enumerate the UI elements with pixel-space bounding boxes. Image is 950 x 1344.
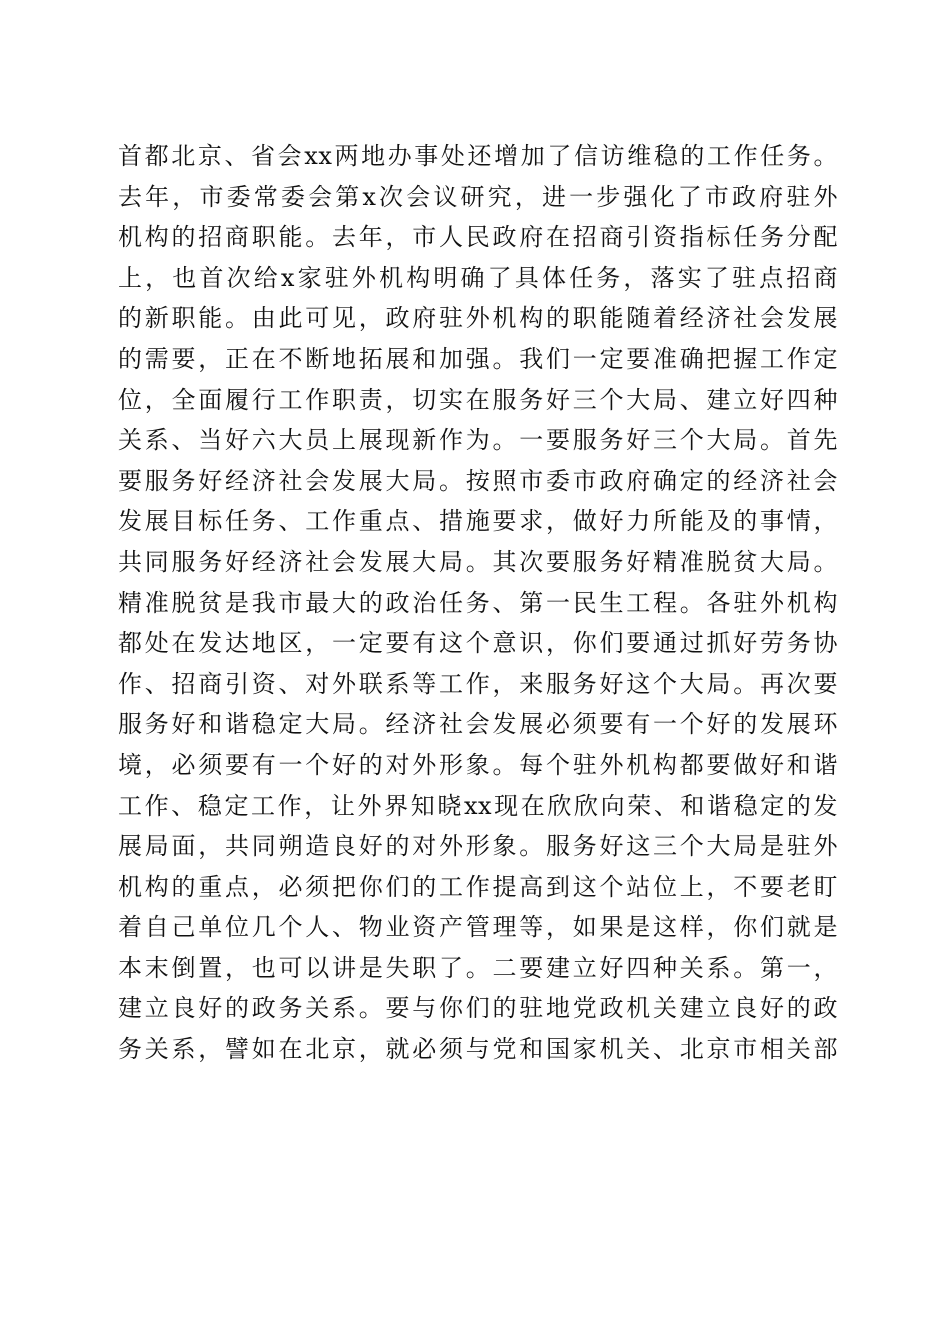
text-line: 作、招商引资、对外联系等工作，来服务好这个大局。再次要 — [118, 669, 838, 698]
text-line: 首都北京、省会xx两地办事处还增加了信访维稳的工作任务。 — [118, 142, 838, 170]
text-line: 要服务好经济社会发展大局。按照市委市政府确定的经济社会 — [118, 466, 838, 495]
text-line: 机构的重点，必须把你们的工作提高到这个站位上，不要老盯 — [118, 872, 838, 901]
text-line: 的新职能。由此可见，政府驻外机构的职能随着经济社会发展 — [118, 304, 838, 333]
text-line: 本末倒置，也可以讲是失职了。二要建立好四种关系。第一， — [118, 953, 838, 982]
text-line: 精准脱贫是我市最大的政治任务、第一民生工程。各驻外机构 — [118, 588, 838, 617]
text-line: 机构的招商职能。去年，市人民政府在招商引资指标任务分配 — [118, 223, 838, 252]
text-line: 去年，市委常委会第x次会议研究，进一步强化了市政府驻外 — [118, 182, 838, 211]
text-line: 建立良好的政务关系。要与你们的驻地党政机关建立良好的政 — [118, 994, 838, 1023]
text-line: 的需要，正在不断地拓展和加强。我们一定要准确把握工作定 — [118, 344, 838, 373]
text-line: 都处在发达地区，一定要有这个意识，你们要通过抓好劳务协 — [118, 629, 838, 658]
text-line: 关系、当好六大员上展现新作为。一要服务好三个大局。首先 — [118, 426, 838, 455]
text-line: 境，必须要有一个好的对外形象。每个驻外机构都要做好和谐 — [118, 750, 838, 779]
text-line: 务关系，譬如在北京，就必须与党和国家机关、北京市相关部 — [118, 1035, 838, 1064]
text-line: 展局面，共同朔造良好的对外形象。服务好这三个大局是驻外 — [118, 832, 838, 861]
text-line: 上，也首次给x家驻外机构明确了具体任务，落实了驻点招商 — [118, 263, 838, 292]
text-line: 着自己单位几个人、物业资产管理等，如果是这样，你们就是 — [118, 913, 838, 942]
body-text — [118, 136, 838, 1070]
text-line: 工作、稳定工作，让外界知晓xx现在欣欣向荣、和谐稳定的发 — [118, 791, 838, 820]
text-line: 服务好和谐稳定大局。经济社会发展必须要有一个好的发展环 — [118, 710, 838, 739]
text-line: 共同服务好经济社会发展大局。其次要服务好精准脱贫大局。 — [118, 547, 838, 576]
text-line: 发展目标任务、工作重点、措施要求，做好力所能及的事情， — [118, 507, 838, 536]
text-line: 位，全面履行工作职责，切实在服务好三个大局、建立好四种 — [118, 385, 838, 414]
